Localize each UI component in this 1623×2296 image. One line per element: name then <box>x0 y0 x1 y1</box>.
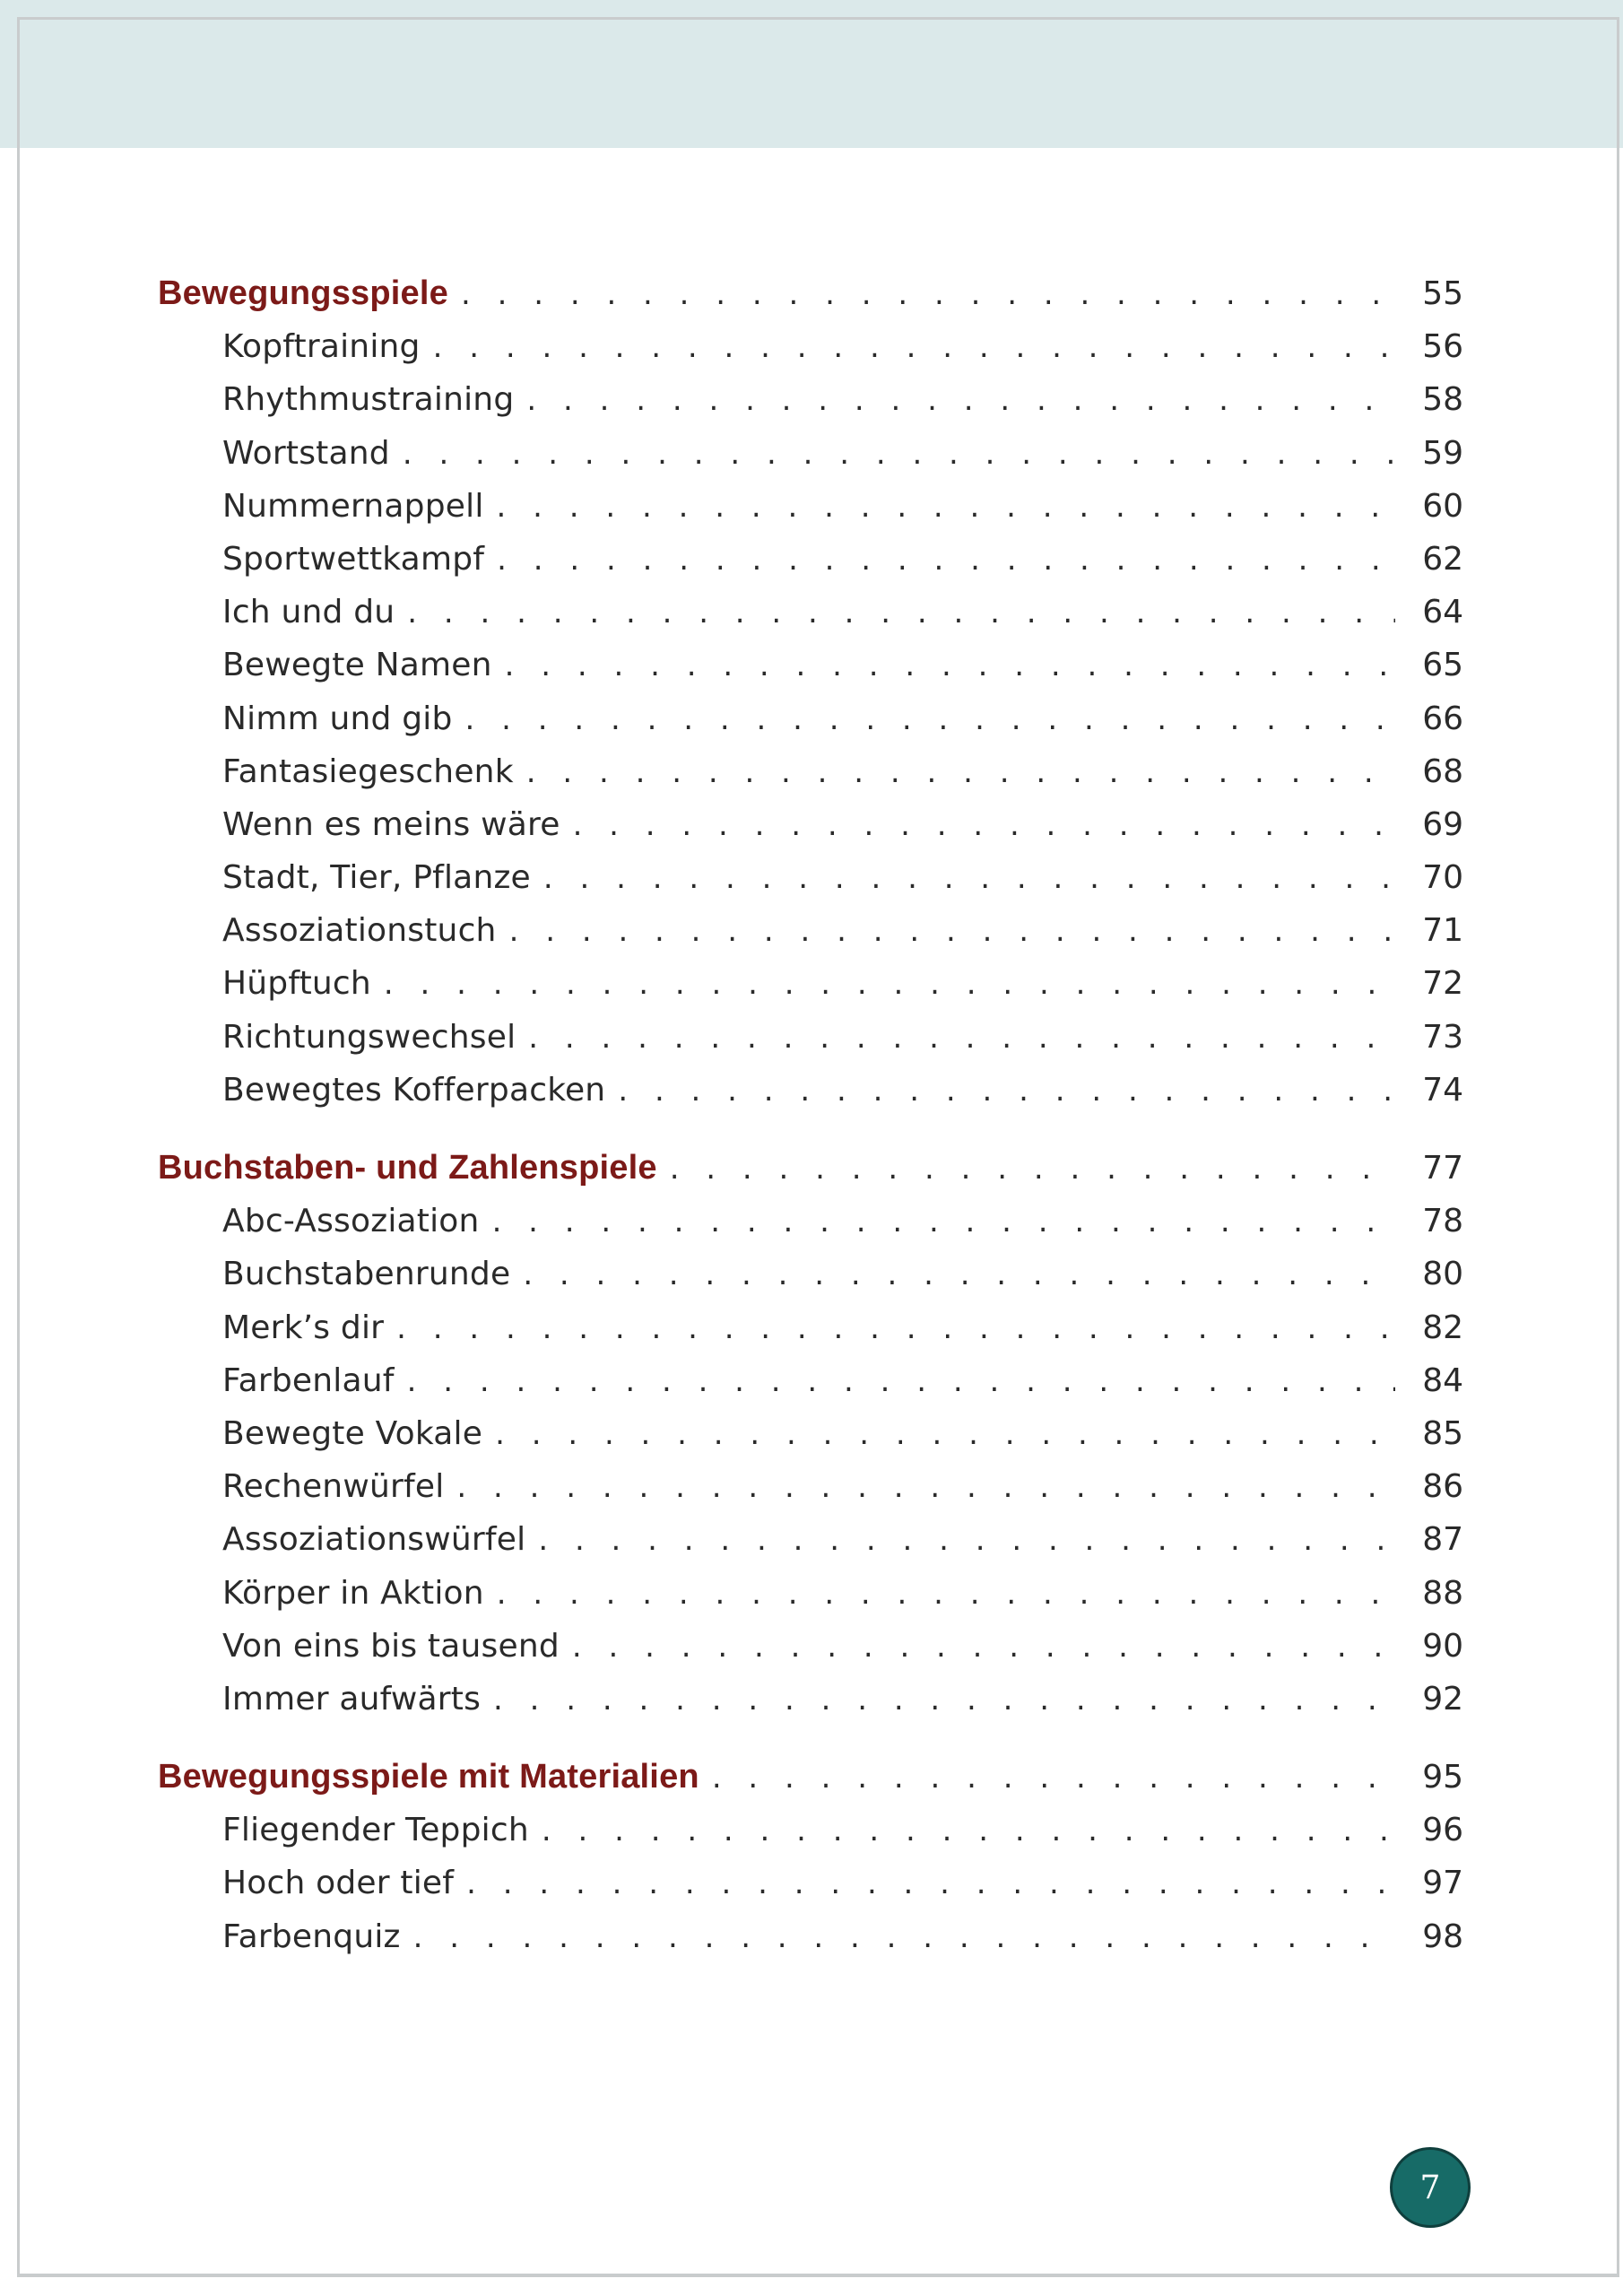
dot-leader <box>497 534 1395 587</box>
section-heading: Bewegungsspiele <box>158 274 448 312</box>
entry-title: Bewegte Namen <box>222 647 492 684</box>
dot-leader <box>618 1065 1395 1118</box>
dot-leader <box>466 1857 1395 1910</box>
toc-entry-row[interactable] <box>158 373 1463 426</box>
toc-entry-row[interactable] <box>158 1301 1463 1354</box>
dot-leader <box>407 587 1395 639</box>
page-ref: 78 <box>1422 1203 1463 1240</box>
entry-title: Hüpftuch <box>222 965 371 1003</box>
entry-title: Von eins bis tausend <box>222 1627 560 1665</box>
page-ref: 68 <box>1422 752 1463 790</box>
page-ref: 65 <box>1422 647 1463 684</box>
page-ref: 64 <box>1422 594 1463 631</box>
page-ref: 84 <box>1422 1361 1463 1399</box>
dot-leader <box>433 321 1395 374</box>
page-number: 7 <box>1419 2169 1441 2206</box>
toc-entry-row[interactable] <box>158 1407 1463 1460</box>
dot-leader <box>505 639 1395 692</box>
toc-entry-row[interactable] <box>158 1354 1463 1407</box>
page-ref: 58 <box>1422 381 1463 419</box>
toc-entry-row[interactable] <box>158 320 1463 373</box>
toc-entry-row[interactable] <box>158 427 1463 480</box>
toc-entry-row[interactable] <box>158 586 1463 639</box>
dot-leader <box>509 905 1395 958</box>
entry-title: Rechenwürfel <box>222 1468 445 1506</box>
dot-leader <box>495 1408 1395 1461</box>
dot-leader <box>493 1674 1395 1726</box>
page-ref: 71 <box>1422 912 1463 950</box>
entry-title: Bewegtes Kofferpacken <box>222 1071 606 1109</box>
section-heading: Buchstaben- und Zahlenspiele <box>158 1149 657 1187</box>
entry-title: Körper in Aktion <box>222 1574 484 1612</box>
entry-title: Bewegte Vokale <box>222 1414 483 1452</box>
toc-entry-row[interactable] <box>158 1064 1463 1117</box>
toc-entry-row[interactable] <box>158 904 1463 957</box>
dot-leader <box>543 852 1395 905</box>
page-ref: 60 <box>1422 487 1463 525</box>
toc-entry-row[interactable] <box>158 1011 1463 1064</box>
page-ref: 72 <box>1422 965 1463 1003</box>
toc-entry-row[interactable] <box>158 1567 1463 1620</box>
toc-entry-row[interactable] <box>158 1248 1463 1300</box>
toc-entry-row[interactable] <box>158 639 1463 691</box>
page-ref: 74 <box>1422 1071 1463 1109</box>
entry-title: Assoziationswürfel <box>222 1521 526 1559</box>
page-ref: 69 <box>1422 805 1463 843</box>
dot-leader <box>456 1461 1395 1514</box>
section-heading: Bewegungsspiele mit Materialien <box>158 1758 699 1796</box>
toc-entry-row[interactable] <box>158 1460 1463 1513</box>
entry-title: Farbenquiz <box>222 1918 401 1955</box>
entry-title: Hoch oder tief <box>222 1865 455 1902</box>
entry-title: Nummernappell <box>222 487 484 525</box>
page-ref: 73 <box>1422 1018 1463 1056</box>
toc-entry-row[interactable] <box>158 1804 1463 1857</box>
entry-title: Wenn es meins wäre <box>222 805 560 843</box>
toc-section <box>158 1751 1463 1963</box>
page-ref: 85 <box>1422 1414 1463 1452</box>
toc-heading-row[interactable] <box>158 1142 1463 1195</box>
page-ref: 95 <box>1422 1759 1463 1796</box>
dot-leader <box>413 1911 1395 1964</box>
toc-heading-row[interactable] <box>158 1751 1463 1804</box>
page-ref: 96 <box>1422 1812 1463 1849</box>
dot-leader <box>403 428 1395 481</box>
dot-leader <box>670 1143 1395 1196</box>
dot-leader <box>461 268 1395 321</box>
entry-title: Abc-Assoziation <box>222 1203 480 1240</box>
toc-heading-row[interactable] <box>158 267 1463 320</box>
entry-title: Nimm und gib <box>222 700 453 737</box>
toc-entry-row[interactable] <box>158 798 1463 851</box>
entry-title: Rhythmustraining <box>222 381 515 419</box>
dot-leader <box>542 1805 1395 1857</box>
page-ref: 98 <box>1422 1918 1463 1955</box>
table-of-contents <box>158 267 1463 1988</box>
page-ref: 55 <box>1422 275 1463 312</box>
entry-title: Assoziationstuch <box>222 912 497 950</box>
toc-entry-row[interactable] <box>158 745 1463 798</box>
dot-leader <box>492 1196 1395 1248</box>
toc-entry-row[interactable] <box>158 1910 1463 1963</box>
toc-entry-row[interactable] <box>158 1857 1463 1909</box>
toc-section <box>158 267 1463 1117</box>
page-ref: 56 <box>1422 328 1463 366</box>
page-ref: 59 <box>1422 434 1463 472</box>
entry-title: Richtungswechsel <box>222 1018 516 1056</box>
toc-section <box>158 1142 1463 1726</box>
toc-entry-row[interactable] <box>158 957 1463 1010</box>
page-ref: 92 <box>1422 1680 1463 1718</box>
dot-leader <box>384 958 1395 1011</box>
entry-title: Ich und du <box>222 594 395 631</box>
entry-title: Buchstabenrunde <box>222 1256 511 1293</box>
dot-leader <box>528 1012 1395 1065</box>
page-ref: 90 <box>1422 1627 1463 1665</box>
dot-leader <box>465 693 1395 746</box>
dot-leader <box>526 374 1395 427</box>
dot-leader <box>407 1355 1395 1408</box>
entry-title: Wortstand <box>222 434 390 472</box>
toc-entry-row[interactable] <box>158 1620 1463 1673</box>
dot-leader <box>538 1514 1395 1567</box>
dot-leader <box>497 481 1395 534</box>
toc-entry-row[interactable] <box>158 533 1463 586</box>
entry-title: Sportwettkampf <box>222 540 485 578</box>
toc-entry-row[interactable] <box>158 1513 1463 1566</box>
page-ref: 88 <box>1422 1574 1463 1612</box>
entry-title: Stadt, Tier, Pflanze <box>222 859 531 897</box>
dot-leader <box>497 1568 1395 1621</box>
toc-entry-row[interactable] <box>158 692 1463 745</box>
entry-title: Kopftraining <box>222 328 421 366</box>
entry-title: Fantasiegeschenk <box>222 752 514 790</box>
dot-leader <box>523 1248 1395 1301</box>
dot-leader <box>712 1752 1395 1805</box>
toc-entry-row[interactable] <box>158 1673 1463 1726</box>
page-ref: 62 <box>1422 540 1463 578</box>
page-ref: 80 <box>1422 1256 1463 1293</box>
dot-leader <box>396 1302 1395 1355</box>
entry-title: Immer aufwärts <box>222 1680 482 1718</box>
dot-leader <box>572 1621 1395 1674</box>
page-ref: 87 <box>1422 1521 1463 1559</box>
entry-title: Farbenlauf <box>222 1361 395 1399</box>
toc-entry-row[interactable] <box>158 851 1463 904</box>
toc-entry-row[interactable] <box>158 480 1463 533</box>
page-ref: 70 <box>1422 859 1463 897</box>
page-ref: 77 <box>1422 1150 1463 1187</box>
page-ref: 66 <box>1422 700 1463 737</box>
page-ref: 97 <box>1422 1865 1463 1902</box>
toc-entry-row[interactable] <box>158 1195 1463 1248</box>
dot-leader <box>526 746 1395 799</box>
page-ref: 86 <box>1422 1468 1463 1506</box>
dot-leader <box>573 799 1395 852</box>
entry-title: Fliegender Teppich <box>222 1812 529 1849</box>
entry-title: Merk’s dir <box>222 1309 385 1346</box>
page-ref: 82 <box>1422 1309 1463 1346</box>
page-number-badge <box>1390 2147 1471 2228</box>
